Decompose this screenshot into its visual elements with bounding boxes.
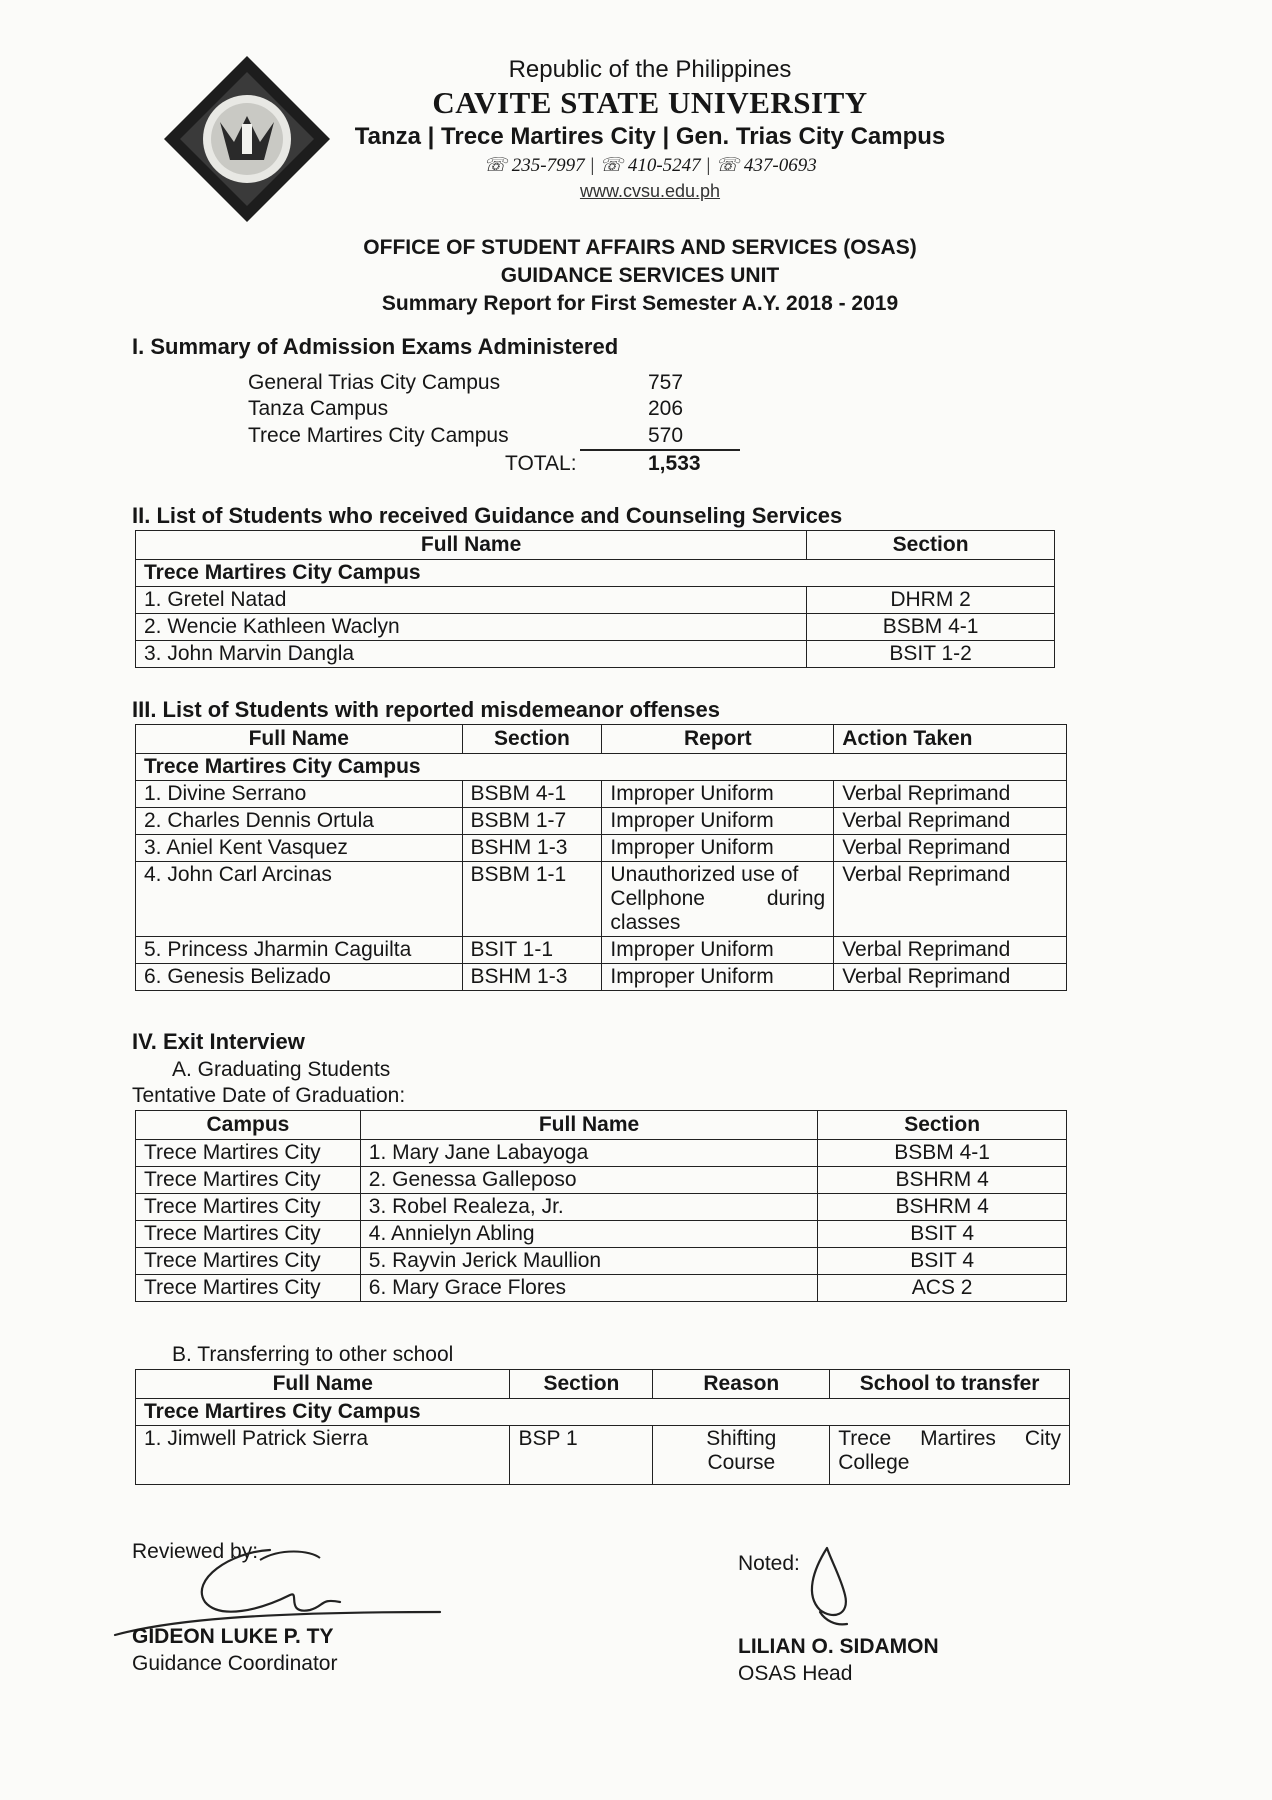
header-section: Section	[807, 531, 1055, 560]
exam-count: 206	[648, 397, 684, 420]
campus-cell: Trece Martires City	[136, 1140, 361, 1167]
student-name: 2. Genessa Galleposo	[360, 1167, 817, 1194]
student-name: 4. Annielyn Abling	[360, 1221, 817, 1248]
graduating-students-table	[135, 1110, 1067, 1302]
transfer-reason-line: Course	[707, 1451, 776, 1474]
table-row	[136, 1140, 1067, 1167]
student-name: 2. Charles Dennis Ortula	[136, 808, 463, 835]
office-heading	[230, 234, 1050, 318]
student-section: BSIT 1-1	[462, 937, 602, 964]
student-section: BSIT 1-2	[807, 641, 1055, 668]
student-name: 1. Divine Serrano	[136, 781, 463, 808]
student-section: BSBM 4-1	[462, 781, 602, 808]
student-name: 1. Jimwell Patrick Sierra	[136, 1426, 510, 1485]
offense-report: Improper Uniform	[602, 781, 834, 808]
campus-cell: Trece Martires City	[136, 1248, 361, 1275]
letterhead	[330, 55, 970, 203]
student-section: BSHRM 4	[818, 1167, 1067, 1194]
table-row	[136, 835, 1067, 862]
noted-label: Noted:	[738, 1552, 800, 1575]
school-line: Trece Martires City	[838, 1427, 1061, 1450]
reviewer-name: GIDEON LUKE P. TY	[132, 1625, 334, 1648]
unit-name: GUIDANCE SERVICES UNIT	[500, 264, 780, 287]
student-name: 1. Mary Jane Labayoga	[360, 1140, 817, 1167]
table-row	[136, 937, 1067, 964]
university-name: CAVITE STATE UNIVERSITY	[432, 85, 868, 120]
counseling-table	[135, 530, 1055, 668]
table-row	[136, 1221, 1067, 1248]
student-section: BSBM 1-1	[462, 862, 602, 937]
header-campus: Campus	[136, 1111, 361, 1140]
transfer-reason-line: Shifting	[706, 1427, 777, 1450]
student-name: 2. Wencie Kathleen Waclyn	[136, 614, 807, 641]
header-full-name: Full Name	[136, 725, 463, 754]
header-section: Section	[510, 1370, 653, 1399]
student-section: BSIT 4	[818, 1248, 1067, 1275]
action-taken: Verbal Reprimand	[834, 835, 1067, 862]
offense-report-line: Cellphone during	[610, 887, 826, 910]
header-section: Section	[818, 1111, 1067, 1140]
exam-count: 570	[648, 424, 684, 447]
student-name: 3. Aniel Kent Vasquez	[136, 835, 463, 862]
student-section: BSBM 1-7	[462, 808, 602, 835]
school-to-transfer	[830, 1426, 1070, 1485]
action-taken: Verbal Reprimand	[834, 862, 1067, 937]
student-name: 1. Gretel Natad	[136, 587, 807, 614]
student-section: ACS 2	[818, 1275, 1067, 1302]
office-name: OFFICE OF STUDENT AFFAIRS AND SERVICES (OSAS)	[363, 236, 917, 259]
action-taken: Verbal Reprimand	[834, 808, 1067, 835]
section-2-title: II. List of Students who received Guidance and Counseling Services	[132, 503, 843, 528]
campus-group-label: Trece Martires City Campus	[136, 1399, 1070, 1426]
table-row	[136, 862, 1067, 937]
student-name: 5. Princess Jharmin Caguilta	[136, 937, 463, 964]
campus-cell: Trece Martires City	[136, 1194, 361, 1221]
table-row	[136, 964, 1067, 991]
offense-report: Improper Uniform	[602, 937, 834, 964]
noter-role: OSAS Head	[738, 1662, 853, 1685]
campus-cell: Trece Martires City	[136, 1221, 361, 1248]
reviewer-role: Guidance Coordinator	[132, 1652, 338, 1675]
campus-cell: Trece Martires City	[136, 1275, 361, 1302]
table-row	[136, 587, 1055, 614]
action-taken: Verbal Reprimand	[834, 781, 1067, 808]
header-section: Section	[462, 725, 602, 754]
student-section: BSIT 4	[818, 1221, 1067, 1248]
table-row	[136, 1167, 1067, 1194]
offense-report-line: classes	[610, 911, 681, 934]
section-4-title: IV. Exit Interview	[132, 1029, 305, 1054]
school-line: College	[838, 1451, 910, 1474]
student-name: 6. Mary Grace Flores	[360, 1275, 817, 1302]
transfer-reason	[653, 1426, 830, 1485]
table-row	[136, 641, 1055, 668]
student-section: DHRM 2	[807, 587, 1055, 614]
student-name: 4. John Carl Arcinas	[136, 862, 463, 937]
offense-report: Improper Uniform	[602, 964, 834, 991]
table-row	[136, 808, 1067, 835]
header-report: Report	[602, 725, 834, 754]
action-taken: Verbal Reprimand	[834, 964, 1067, 991]
offense-report	[602, 862, 834, 937]
header-full-name: Full Name	[136, 1370, 510, 1399]
student-name: 3. Robel Realeza, Jr.	[360, 1194, 817, 1221]
campus-name: Trece Martires City Campus	[248, 424, 509, 447]
campus-name: General Trias City Campus	[248, 371, 501, 394]
university-seal-logo	[160, 52, 335, 227]
student-section: BSHRM 4	[818, 1194, 1067, 1221]
section-1-title: I. Summary of Admission Exams Administered	[132, 334, 619, 359]
student-name: 3. John Marvin Dangla	[136, 641, 807, 668]
table-row	[136, 781, 1067, 808]
header-full-name: Full Name	[360, 1111, 817, 1140]
campus-name: Tanza Campus	[248, 397, 389, 420]
header-school-to-transfer: School to transfer	[830, 1370, 1070, 1399]
campus-group-label: Trece Martires City Campus	[136, 560, 1055, 587]
student-section: BSHM 1-3	[462, 964, 602, 991]
campus-list: Tanza | Trece Martires City | Gen. Trias City Campus	[354, 123, 946, 150]
student-section: BSP 1	[510, 1426, 653, 1485]
header-reason: Reason	[653, 1370, 830, 1399]
noter-name: LILIAN O. SIDAMON	[738, 1635, 939, 1658]
offense-report: Improper Uniform	[602, 808, 834, 835]
table-row	[136, 614, 1055, 641]
part-a-title: A. Graduating Students	[172, 1058, 391, 1081]
total-value: 1,533	[648, 452, 701, 475]
campus-cell: Trece Martires City	[136, 1167, 361, 1194]
table-row	[136, 1194, 1067, 1221]
tentative-graduation-date: Tentative Date of Graduation:	[132, 1084, 406, 1107]
section-3-title: III. List of Students with reported misdemeanor offenses	[132, 697, 720, 722]
action-taken: Verbal Reprimand	[834, 937, 1067, 964]
student-section: BSHM 1-3	[462, 835, 602, 862]
misdemeanor-table	[135, 724, 1067, 991]
reviewed-by-label: Reviewed by:	[132, 1540, 259, 1563]
total-label: TOTAL:	[505, 452, 577, 475]
student-section: BSBM 4-1	[818, 1140, 1067, 1167]
table-row	[136, 1426, 1070, 1485]
table-row	[136, 1275, 1067, 1302]
header-full-name: Full Name	[136, 531, 807, 560]
student-name: 6. Genesis Belizado	[136, 964, 463, 991]
exam-count: 757	[648, 371, 684, 394]
student-name: 5. Rayvin Jerick Maullion	[360, 1248, 817, 1275]
table-row	[136, 1248, 1067, 1275]
part-b-title: B. Transferring to other school	[172, 1343, 454, 1366]
campus-group-label: Trece Martires City Campus	[136, 754, 1067, 781]
republic-line: Republic of the Philippines	[508, 56, 792, 83]
phone-numbers: ☏ 235-7997 | ☏ 410-5247 | ☏ 437-0693	[483, 155, 817, 176]
noter-signature	[795, 1540, 875, 1630]
website: www.cvsu.edu.ph	[579, 181, 721, 201]
header-action-taken: Action Taken	[834, 725, 1067, 754]
offense-report-line: Unauthorized use of	[610, 863, 799, 886]
student-section: BSBM 4-1	[807, 614, 1055, 641]
report-title: Summary Report for First Semester A.Y. 2018 - 2019	[381, 292, 899, 315]
offense-report: Improper Uniform	[602, 835, 834, 862]
transferring-students-table	[135, 1369, 1070, 1485]
